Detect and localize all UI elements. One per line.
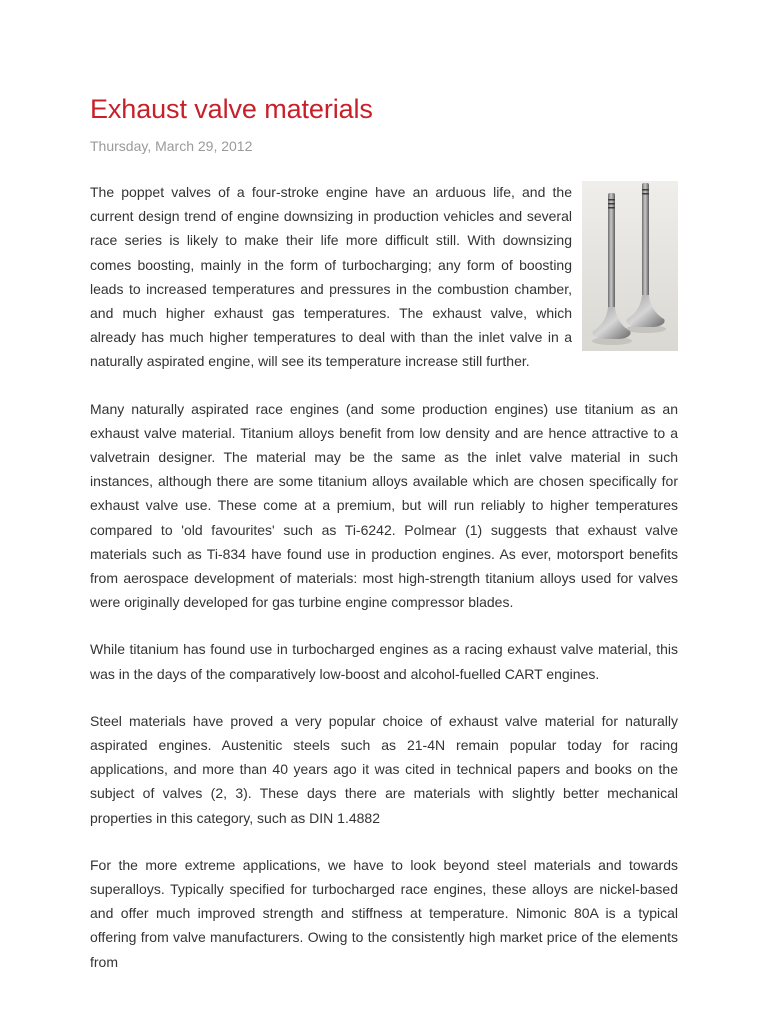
paragraph-1: The poppet valves of a four-stroke engine have an arduous life, and the current design trend of engine downsizing in production vehicles and several race series is likely to make their life more difficult still. With downsizing comes boosting, mainly in the form of turbocharging; any form of boosting leads to increased temperatures and pressures in the combustion chamber, and much higher exhaust gas temperatures. The exhaust valve, which already has much higher temperatures to deal with than the inlet valve in a naturally aspirated engine, will see its temperature increase still further. — [90, 184, 572, 370]
article-body — [90, 180, 678, 997]
article-date: Thursday, March 29, 2012 — [90, 138, 253, 154]
valve-image — [582, 181, 678, 351]
paragraph-4: Steel materials have proved a very popular choice of exhaust valve material for naturally aspirated engines. Austenitic steels such as 21-4N remain popular today for racing applications, and more than 40 years ago it was cited in technical papers and books on the subject of valves (2, 3). These days there are materials with slightly better mechanical properties in this category, such as DIN 1.4882 — [90, 712, 678, 826]
paragraph-3: While titanium has found use in turbocharged engines as a racing exhaust valve material, this was in the days of the comparatively low-boost and alcohol-fuelled CART engines. — [90, 641, 678, 682]
paragraph-5: For the more extreme applications, we have to look beyond steel materials and towards superalloys. Typically specified for turbocharged race engines, these alloys are nickel-based and offer much improved strength and stiffness at temperature. Nimonic 80A is a typical offering from valve manufacturers. Owing to the consistently high market price of the elements from — [90, 856, 678, 970]
paragraph-2: Many naturally aspirated race engines (and some production engines) use titanium as an exhaust valve material. Titanium alloys benefit from low density and are hence attractive to a valvetrain designer. The material may be the same as the inlet valve material in such instances, although there are some titanium alloys available which are chosen specifically for exhaust valve use. These come at a premium, but will run reliably to higher temperatures compared to 'old favourites' such as Ti-6242. Polmear (1) suggests that exhaust valve materials such as Ti-834 have found use in production engines. As ever, motorsport benefits from aerospace development of materials: most high-strength titanium alloys used for valves were originally developed for gas turbine engine compressor blades. — [90, 400, 678, 611]
article-title: Exhaust valve materials — [90, 94, 373, 124]
